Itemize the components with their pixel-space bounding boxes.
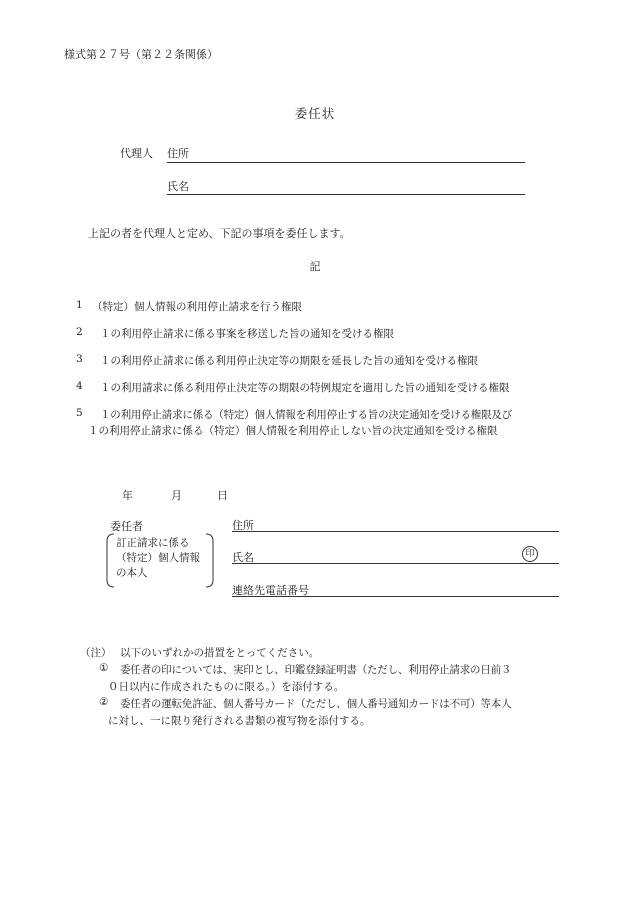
principal-name-line bbox=[232, 563, 559, 564]
item-number: 3 bbox=[76, 353, 83, 365]
principal-label: 委任者 bbox=[110, 520, 143, 533]
item-text: １の利用請求に係る利用停止決定等の期限の特例規定を適用した旨の通知を受ける権限 bbox=[100, 382, 510, 394]
document-title: 委任状 bbox=[294, 106, 336, 121]
item-text: １の利用停止請求に係る利用停止決定等の期限を延長した旨の通知を受ける権限 bbox=[100, 355, 478, 367]
principal-phone-label: 連絡先電話番号 bbox=[232, 584, 309, 597]
notes-label: （注） bbox=[80, 647, 112, 659]
item-text: （特定）個人情報の利用停止請求を行う権限 bbox=[92, 301, 302, 313]
item-text-continued: １の利用停止請求に係る（特定）個人情報を利用停止しない旨の決定通知を受ける権限 bbox=[88, 425, 498, 437]
item-text: １の利用停止請求に係る（特定）個人情報を利用停止する旨の決定通知を受ける権限及び bbox=[100, 409, 512, 421]
bracket-line: 訂正請求に係る bbox=[116, 537, 190, 549]
item-number: 5 bbox=[76, 407, 83, 419]
seal-mark: 印 bbox=[522, 546, 538, 562]
date-year-label: 年 bbox=[122, 489, 133, 502]
principal-address-line bbox=[232, 531, 559, 532]
principal-name-label: 氏名 bbox=[232, 551, 254, 564]
item-text: １の利用停止請求に係る事案を移送した旨の通知を受ける権限 bbox=[100, 328, 394, 340]
note-text-continued: に対し、一に限り発行される書類の複写物を添付する。 bbox=[108, 715, 371, 727]
ki-heading: 記 bbox=[309, 260, 321, 273]
note-text-continued: ０日以内に作成されたものに限る。）を添付する。 bbox=[108, 681, 345, 693]
principal-bracket-note bbox=[106, 533, 214, 588]
item-number: 4 bbox=[76, 380, 83, 392]
bracket-text bbox=[116, 536, 200, 581]
principal-phone-line bbox=[232, 596, 559, 597]
form-number: 様式第２７号（第２２条関係） bbox=[64, 48, 218, 61]
item-number: 2 bbox=[76, 326, 83, 338]
proxy-name-label: 氏名 bbox=[167, 180, 189, 193]
proxy-address-label: 住所 bbox=[167, 147, 189, 160]
notes-intro: 以下のいずれかの措置をとってください。 bbox=[120, 647, 320, 659]
proxy-label: 代理人 bbox=[120, 147, 153, 160]
note-mark: ② bbox=[99, 696, 109, 708]
proxy-name-line bbox=[167, 194, 525, 195]
note-text: 委任者の運転免許証、個人番号カード（ただし、個人番号通知カードは不可）等本人 bbox=[120, 698, 512, 710]
date-month-label: 月 bbox=[171, 489, 182, 502]
item-number: 1 bbox=[76, 299, 83, 311]
intro-text: 上記の者を代理人と定め、下記の事項を委任します。 bbox=[88, 227, 351, 240]
bracket-line: の本人 bbox=[116, 567, 148, 579]
date-day-label: 日 bbox=[217, 489, 228, 502]
note-mark: ① bbox=[99, 662, 109, 674]
bracket-line: （特定）個人情報 bbox=[116, 552, 200, 564]
note-text: 委任者の印については、実印とし、印鑑登録証明書（ただし、利用停止請求の日前３ bbox=[120, 664, 512, 676]
proxy-address-line bbox=[167, 162, 525, 163]
principal-address-label: 住所 bbox=[232, 519, 254, 532]
